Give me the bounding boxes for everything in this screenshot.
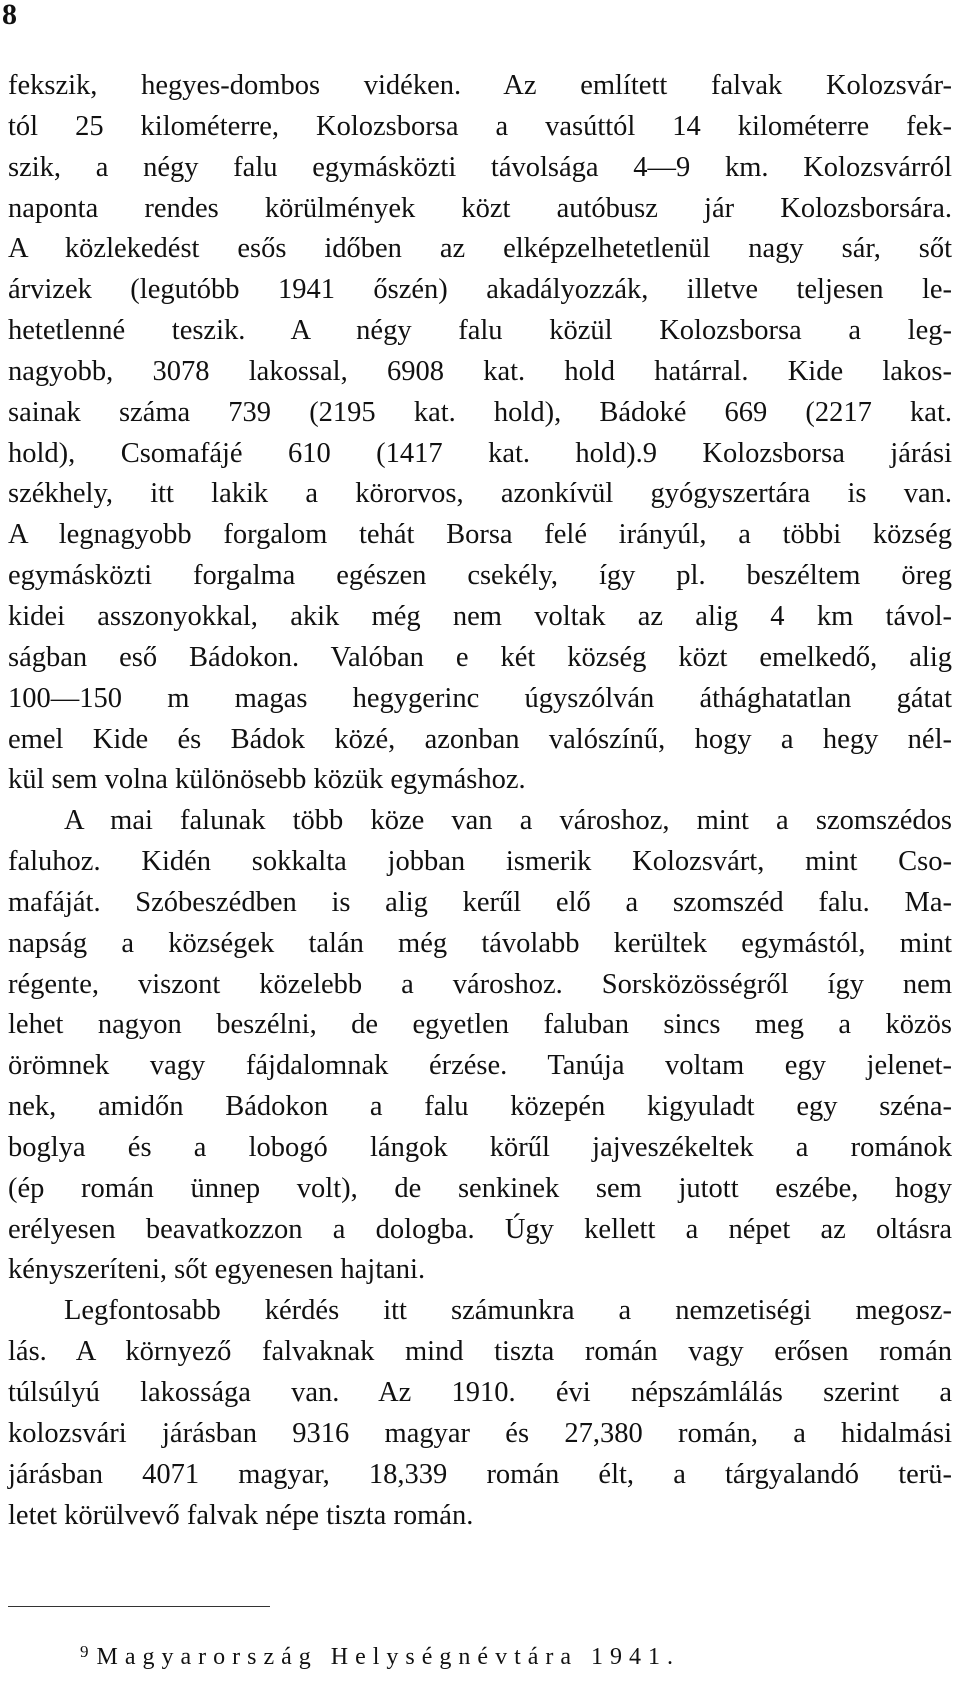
text-line: naponta rendes körülmények közt autóbusz jár Kolozsborsára. [8, 192, 952, 224]
text-line: székhely, itt lakik a körorvos, azonkívül gyógyszertára is van. [8, 478, 952, 510]
text-line: emel Kide és Bádok közé, azonban valószínű, hogy a hegy nél- [8, 723, 952, 755]
text-line: A mai falunak több köze van a városhoz, mint a szomszédos [64, 805, 952, 837]
text-line: egymásközti forgalma egészen csekély, így pl. beszéltem öreg [8, 560, 952, 592]
text-line: járásban 4071 magyar, 18,339 román élt, a tárgyalandó terü- [8, 1458, 952, 1490]
text-line: 100—150 m magas hegygerinc úgyszólván áthághatatlan gátat [8, 682, 952, 714]
text-line: nek, amidőn Bádokon a falu közepén kigyuladt egy széna- [8, 1091, 952, 1123]
text-line: letet körülvevő falvak népe tiszta román. [8, 1499, 474, 1531]
footnote-mark: 9 [80, 1642, 89, 1661]
body-text [8, 66, 952, 1536]
text-line: lehet nagyon beszélni, de egyetlen faluban sincs meg a közös [8, 1009, 952, 1041]
text-line: lás. A környező falvaknak mind tiszta román vagy erősen román [8, 1336, 952, 1368]
text-line: hetetlenné teszik. A négy falu közül Kolozsborsa a leg- [8, 315, 952, 347]
text-line: sainak száma 739 (2195 kat. hold), Bádoké 669 (2217 kat. [8, 396, 952, 428]
text-line: (ép román ünnep volt), de senkinek sem jutott eszébe, hogy [8, 1172, 952, 1204]
text-line: régente, viszont közelebb a városhoz. Sorsközösségről így nem [8, 968, 952, 1000]
text-line: nagyobb, 3078 lakossal, 6908 kat. hold határral. Kide lakos- [8, 355, 952, 387]
text-line: szik, a négy falu egymásközti távolsága 4—9 km. Kolozsvárról [8, 151, 952, 183]
text-line: fekszik, hegyes-dombos vidéken. Az említett falvak Kolozsvár- [8, 70, 952, 101]
text-line: boglya és a lobogó lángok körűl jajveszékeltek a románok [8, 1131, 952, 1163]
text-line: hold), Csomafájé 610 (1417 kat. hold).9 Kolozsborsa járási [8, 437, 952, 469]
text-line: árvizek (legutóbb 1941 őszén) akadályozzák, illetve teljesen le- [8, 274, 952, 306]
text-line: mafáját. Szóbeszédben is alig kerűl elő a szomszéd falu. Ma- [8, 886, 952, 918]
text-line: napság a községek talán még távolabb kerültek egymástól, mint [8, 927, 952, 959]
text-line: A közlekedést esős időben az elképzelhetetlenül nagy sár, sőt [8, 233, 952, 265]
text-line: A legnagyobb forgalom tehát Borsa felé irányúl, a többi község [8, 519, 952, 551]
text-line: kidei asszonyokkal, akik még nem voltak az alig 4 km távol- [8, 600, 952, 632]
text-line: túlsúlyú lakossága van. Az 1910. évi népszámlálás szerint a [8, 1377, 952, 1408]
text-line: Legfontosabb kérdés itt számunkra a nemzetiségi megosz- [64, 1295, 952, 1327]
text-line: ságban eső Bádokon. Valóban e két község közt emelkedő, alig [8, 641, 952, 673]
footnote-text: Magyarország Helységnévtára 1941. [96, 1644, 681, 1670]
footnote [80, 1636, 680, 1673]
text-line: kényszeríteni, sőt egyenesen hajtani. [8, 1254, 426, 1286]
text-line: örömnek vagy fájdalomnak érzése. Tanúja voltam egy jelenet- [8, 1050, 952, 1082]
text-line: kül sem volna különösebb közük egymáshoz. [8, 764, 526, 796]
page-number: 8 [2, 0, 17, 31]
footnote-divider [8, 1606, 270, 1607]
text-line: kolozsvári járásban 9316 magyar és 27,380 román, a hidalmási [8, 1417, 952, 1449]
text-line: tól 25 kilométerre, Kolozsborsa a vasúttól 14 kilométerre fek- [8, 110, 952, 142]
text-line: faluhoz. Kidén sokkalta jobban ismerik Kolozsvárt, mint Cso- [8, 846, 952, 878]
text-line: erélyesen beavatkozzon a dologba. Úgy kellett a népet az oltásra [8, 1213, 952, 1245]
